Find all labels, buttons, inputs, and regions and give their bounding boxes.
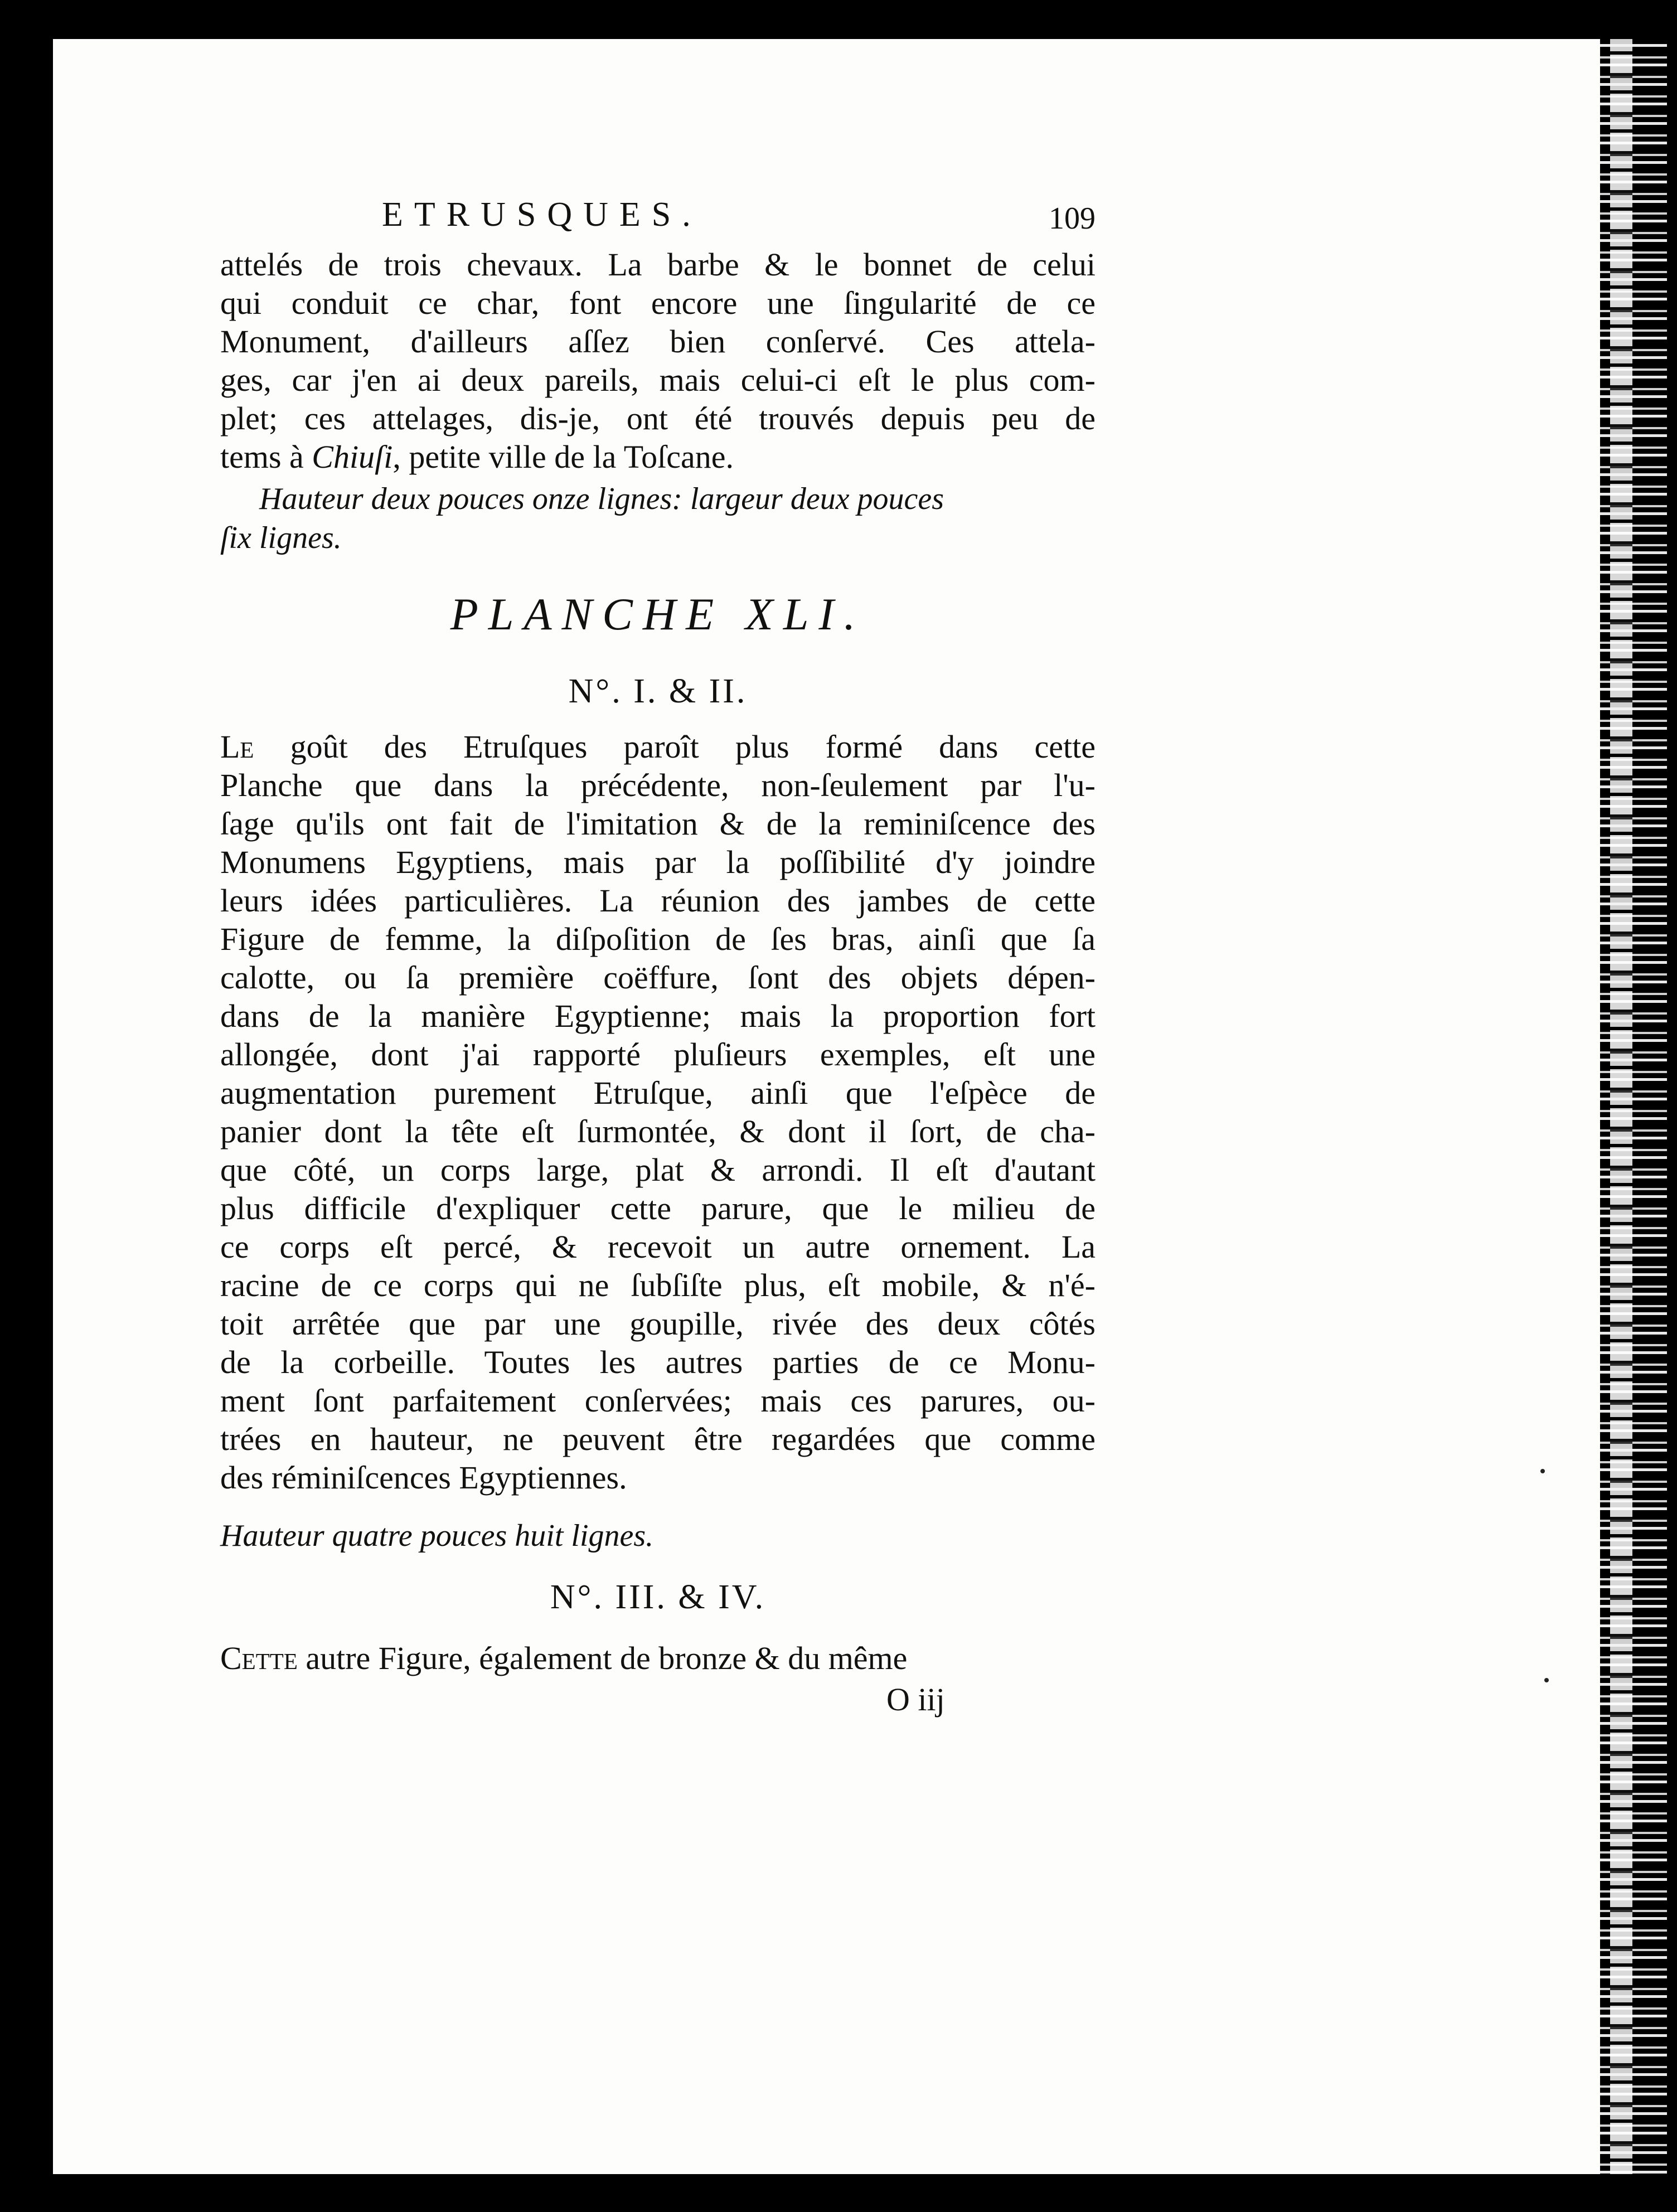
running-title: ETRUSQUES. <box>382 196 702 234</box>
plate-title: PLANCHE XLI. <box>450 589 866 639</box>
text-line: des réminiſcences Egyptiennes. <box>220 1459 627 1496</box>
page-edge-artifact <box>1600 39 1667 2174</box>
text-line: augmentation purement Etruſque, ainſi que l'eſpèce de <box>220 1075 1096 1111</box>
text-line: Planche que dans la précédente, non-ſeulement par l'u- <box>220 767 1096 803</box>
text-line <box>220 438 1096 476</box>
text-line: attelés de trois chevaux. La barbe & le bonnet de celui <box>220 246 1096 283</box>
page-number: 109 <box>1049 201 1096 236</box>
section-number-2: N°. III. & IV. <box>550 1578 766 1616</box>
text-line: plus difficile d'expliquer cette parure, que le milieu de <box>220 1190 1096 1226</box>
text-line: ce corps eſt percé, & recevoit un autre ornement. La <box>220 1229 1096 1265</box>
text-fragment: goût des Etruſques paroît plus formé dans cette <box>290 729 1096 765</box>
text-line: calotte, ou ſa première coëffure, ſont des objets dépen- <box>220 959 1096 996</box>
text-line: Monumens Egyptiens, mais par la poſſibilité d'y joindre <box>220 844 1096 880</box>
text-line <box>220 727 1096 766</box>
main-paragraph <box>220 727 1096 1497</box>
text-line: allongée, dont j'ai rapporté pluſieurs exemples, eſt une <box>220 1036 1096 1073</box>
final-paragraph <box>220 1639 1096 1677</box>
text-line: racine de ce corps qui ne ſubſiſte plus, eſt mobile, & n'é- <box>220 1267 1096 1303</box>
signature-mark: O iij <box>886 1681 945 1718</box>
stray-mark <box>1544 1678 1549 1682</box>
text-line: toit arrêtée que par une goupille, rivée des deux côtés <box>220 1306 1096 1342</box>
text-line: que côté, un corps large, plat & arrondi. Il eſt d'autant <box>220 1152 1096 1188</box>
text-line: leurs idées particulières. La réunion des jambes de cette <box>220 882 1096 919</box>
running-head <box>220 195 1096 245</box>
text-fragment: autre Figure, également de bronze & du même <box>306 1640 908 1676</box>
text-line: ſage qu'ils ont fait de l'imitation & de la reminiſcence des <box>220 806 1096 842</box>
stray-mark <box>1540 1469 1545 1473</box>
text-fragment: , petite ville de la Toſcane. <box>392 439 734 475</box>
section-number-1: N°. I. & II. <box>568 672 748 710</box>
text-line: dans de la manière Egyptienne; mais la proportion fort <box>220 998 1096 1034</box>
place-name: Chiuſi <box>312 439 393 475</box>
text-line <box>220 1639 1096 1677</box>
text-line: Figure de femme, la diſpoſition de ſes bras, ainſi que ſa <box>220 921 1096 957</box>
text-line: ment ſont parfaitement conſervées; mais ces parures, ou- <box>220 1382 1096 1419</box>
text-line: ges, car j'en ai deux pareils, mais celui-ci eſt le plus com- <box>220 362 1096 398</box>
intro-dimensions-line2: ſix lignes. <box>220 521 342 555</box>
text-line: Monument, d'ailleurs aſſez bien conſervé. Ces attela- <box>220 323 1096 360</box>
drop-word: Cette <box>220 1640 298 1676</box>
text-line: trées en hauteur, ne peuvent être regardées que comme <box>220 1421 1096 1457</box>
text-line: panier dont la tête eſt ſurmontée, & dont il ſort, de cha- <box>220 1113 1096 1149</box>
main-dimensions: Hauteur quatre pouces huit lignes. <box>220 1519 654 1553</box>
intro-paragraph <box>220 245 1096 476</box>
text-line: plet; ces attelages, dis-je, ont été trouvés depuis peu de <box>220 400 1096 436</box>
intro-dimensions-line1: Hauteur deux pouces onze lignes: largeur deux pouces <box>259 482 944 516</box>
drop-word: Le <box>220 729 254 765</box>
text-line: qui conduit ce char, font encore une ſingularité de ce <box>220 285 1096 321</box>
text-fragment: tems à <box>220 439 312 475</box>
text-line: de la corbeille. Toutes les autres parties de ce Monu- <box>220 1344 1096 1380</box>
